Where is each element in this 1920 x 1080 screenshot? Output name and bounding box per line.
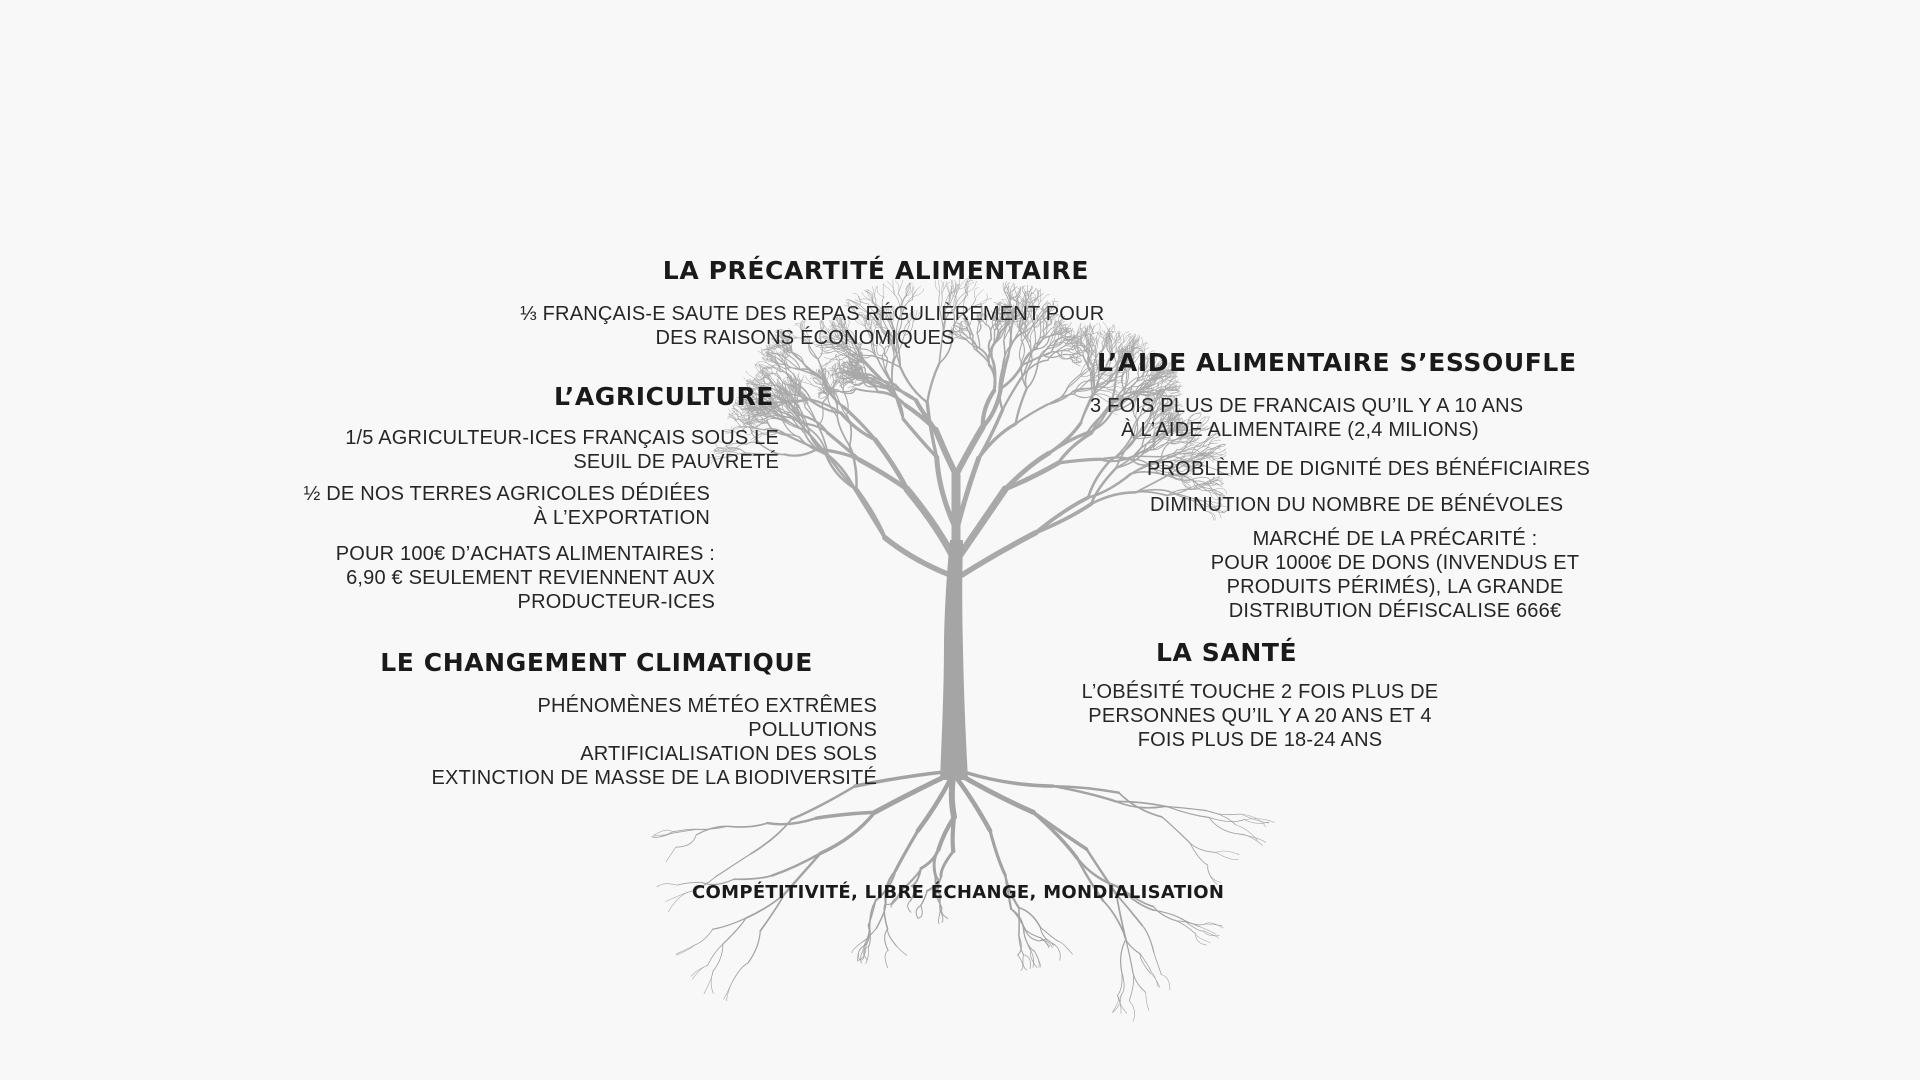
climat-line-4: EXTINCTION DE MASSE DE LA BIODIVERSITÉ [431,767,877,789]
sante-text [1080,680,1440,752]
precarite-title: LA PRÉCARTITÉ ALIMENTAIRE [662,256,1089,285]
roots-label-block [692,882,1224,903]
aide-item-4-line-1: MARCHÉ DE LA PRÉCARITÉ : [1252,528,1538,550]
aide-item-2 [1147,457,1590,481]
sante-line-1: L’OBÉSITÉ TOUCHE 2 FOIS PLUS DE [1081,681,1439,703]
sante-line-3: FOIS PLUS DE 18-24 ANS [1137,729,1383,751]
agriculture-item-1-line-1: 1/5 AGRICULTEUR-ICES FRANÇAIS SOUS LE [345,427,779,449]
aide-item-1-line-1: 3 FOIS PLUS DE FRANCAIS QU’IL Y A 10 ANS [1090,395,1524,417]
aide-item-4-line-4: DISTRIBUTION DÉFISCALISE 666€ [1228,600,1562,622]
aide-title: L’AIDE ALIMENTAIRE S’ESSOUFLE [1097,348,1577,377]
agriculture-title: L’AGRICULTURE [553,382,774,411]
aide-item-4-line-3: PRODUITS PÉRIMÉS), LA GRANDE [1226,576,1564,598]
agriculture-block [554,382,774,411]
climat-line-2: POLLUTIONS [748,719,877,741]
precarite-line-1: ⅓ FRANÇAIS-E SAUTE DES REPAS RÉGULIÈREMENT POUR [520,303,1105,325]
climat-block [380,648,813,677]
agriculture-item-1 [345,426,779,474]
climat-line-1: PHÉNOMÈNES MÉTÉO EXTRÊMES [537,695,877,717]
roots-label: COMPÉTITIVITÉ, LIBRE ÉCHANGE, MONDIALISATION [692,882,1225,903]
agriculture-item-2-line-2: À L’EXPORTATION [533,507,710,529]
aide-item-3-line-1: DIMINUTION DU NOMBRE DE BÉNÉVOLES [1150,494,1564,516]
aide-item-4-line-2: POUR 1000€ DE DONS (INVENDUS ET [1210,552,1580,574]
aide-item-1-line-2: À L’AIDE ALIMENTAIRE (2,4 MILIONS) [1121,419,1479,441]
aide-block [1097,348,1577,377]
agriculture-item-3-line-2: 6,90 € SEULEMENT REVIENNENT AUX [346,567,715,589]
sante-title: LA SANTÉ [1156,638,1298,667]
agriculture-item-2 [304,482,710,530]
agriculture-item-1-line-2: SEUIL DE PAUVRETÉ [573,451,779,473]
climat-title: LE CHANGEMENT CLIMATIQUE [380,648,813,677]
aide-item-3 [1150,493,1563,517]
agriculture-item-3 [336,542,715,614]
agriculture-item-3-line-1: POUR 100€ D’ACHATS ALIMENTAIRES : [335,543,715,565]
precarite-block [663,256,1089,285]
climat-line-3: ARTIFICIALISATION DES SOLS [580,743,877,765]
precarite-text [520,302,1105,350]
aide-item-1 [1090,394,1524,442]
agriculture-item-3-line-3: PRODUCTEUR-ICES [517,591,715,613]
agriculture-item-2-line-1: ½ DE NOS TERRES AGRICOLES DÉDIÉES [303,483,710,505]
aide-item-2-line-1: PROBLÈME DE DIGNITÉ DES BÉNÉFICIAIRES [1147,458,1591,480]
precarite-line-2: DES RAISONS ÉCONOMIQUES [655,327,955,349]
sante-block [1156,638,1297,667]
aide-item-4 [1195,527,1595,623]
climat-text [432,694,877,790]
sante-line-2: PERSONNES QU’IL Y A 20 ANS ET 4 [1088,705,1432,727]
